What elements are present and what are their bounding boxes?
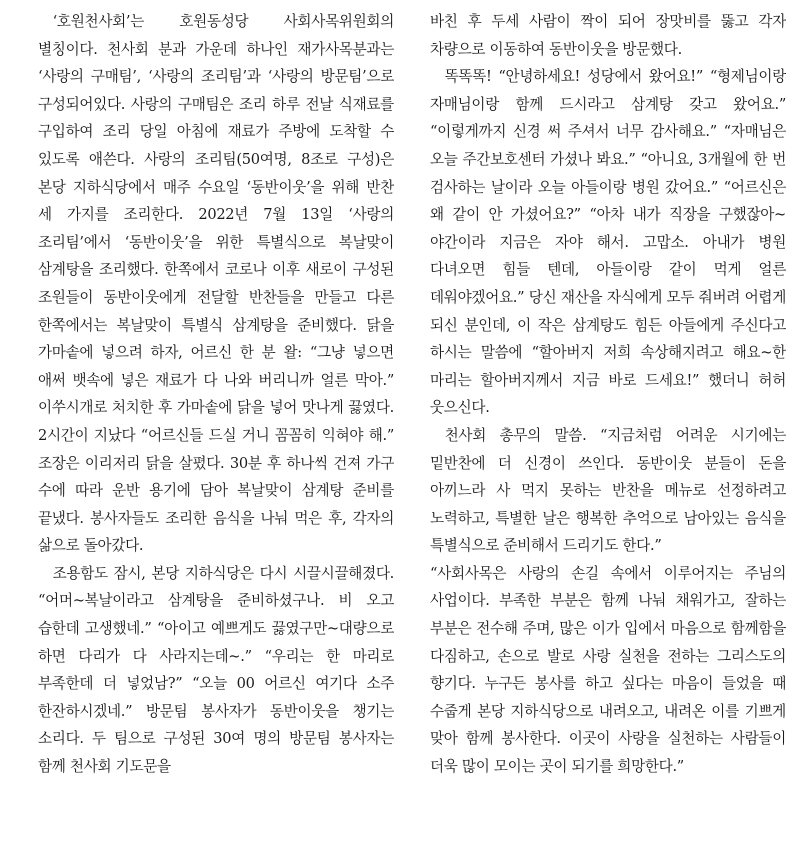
- paragraph: 천사회 총무의 말씀. “지금처럼 어려운 시기에는 밑반찬에 더 신경이 쓰인다. 동반이웃 분들이 돈을 아끼느라 사 먹지 못하는 반찬을 메뉴로 선정하려고 노력하고, 특별한 날은 행복한 추억으로 남아있는 음식을 특별식으로 준비해서 드리기도 한다.”: [430, 426, 786, 555]
- paragraph: 조용함도 잠시, 본당 지하식당은 다시 시끌시끌해졌다. “어머~복날이라고 삼계탕을 준비하셨구나. 비 오고 습한데 고생했네.” “아이고 예쁘게도 끓였구만~대량으로 하면 다리가 다 사라지는데~.” “우리는 한 마리로 부족한데 더 넣었남?” “오늘 00 어르신 여기다 소주 한잔하시겠네.” 방문팀 봉사자가 동반이웃을 챙기는 소리다. 두 팀으로 구성된 30여 명의 방문팀 봉사자는 함께 천사회 기도문을: [38, 564, 394, 776]
- paragraph: ‘호원천사회’는 호원동성당 사회사목위원회의 별칭이다. 천사회 분과 가운데 하나인 재가사목분과는 ‘사랑의 구매팀’, ‘사랑의 조리팀’과 ‘사랑의 방문팀’으로 구성되어있다. 사랑의 구매팀은 조리 하루 전날 식재료를 구입하여 조리 당일 아침에 재료가 주방에 도착할 수 있도록 애쓴다. 사랑의 조리팀(50여명, 8조로 구성)은 본당 지하식당에서 매주 수요일 ‘동반이웃’을 위해 반찬 세 가지를 조리한다. 2022년 7월 13일 ‘사랑의 조리팀’에서 ‘동반이웃’을 위한 특별식으로 복날맞이 삼계탕을 조리했다. 한쪽에서 코로나 이후 새로이 구성된 조원들이 동반이웃에게 전달할 반찬들을 만들고 다른 한쪽에서는 복날맞이 특별식 삼계탕을 준비했다. 닭을 가마솥에 넣으려 하자, 어르신 한 분 왈: “그냥 넣으면 애써 뱃속에 넣은 재료가 다 나와 버리니까 얼른 막아.” 이쑤시개로 처치한 후 가마솥에 닭을 넣어 맛나게 끓였다. 2시간이 지났다 “어르신들 드실 거니 꼼꼼히 익혀야 해.” 조장은 이리저리 닭을 살폈다. 30분 후 하나씩 건져 가구 수에 따라 운반 용기에 담아 복날맞이 삼계탕 준비를 끝냈다. 봉사자들도 조리한 음식을 나눠 먹은 후, 각자의 삶으로 돌아갔다.: [38, 13, 394, 555]
- paragraph-quote: “사회사목은 사랑의 손길 속에서 이루어지는 주님의 사업이다. 부족한 부분은 함께 나눠 채워가고, 잘하는 부분은 전수해 주며, 많은 이가 입에서 마음으로 함께함을 다짐하고, 손으로 발로 사랑 실천을 전하는 그리스도의 향기다. 누구든 봉사를 하고 싶다는 마음이 들었을 때 수줍게 본당 지하식당으로 내려오고, 내려온 이를 기쁘게 맞아 함께 봉사한다. 이곳이 사랑을 실천하는 사람들이 더욱 많이 모이는 곳이 되기를 희망한다.”: [430, 564, 786, 776]
- paragraph: 똑똑똑! “안녕하세요! 성당에서 왔어요!” “형제님이랑 자매님이랑 함께 드시라고 삼계탕 갖고 왔어요.” “이렇게까지 신경 써 주셔서 너무 감사해요.” “자매님은 오늘 주간보호센터 가셨나 봐요.” “아니요, 3개월에 한 번 검사하는 날이라 오늘 아들이랑 병원 갔어요.” “어르신은 왜 같이 안 가셨어요?” “아차 내가 직장을 구했잖아~ 야간이라 지금은 자야 해서. 고맙소. 아내가 병원 다녀오면 힘들 텐데, 아들이랑 같이 먹게 얼른 데워야겠어요.” 당신 재산을 자식에게 모두 줘버려 어렵게 되신 분인데, 이 작은 삼계탕도 힘든 아들에게 주신다고 하시는 말씀에 “할아버지 저희 속상해지려고 해요~한 마리는 할아버지께서 지금 바로 드세요!” 했더니 허허 웃으신다.: [430, 68, 786, 417]
- paragraph-continued: 바친 후 두세 사람이 짝이 되어 장맛비를 뚫고 각자 차량으로 이동하여 동반이웃을 방문했다.: [430, 13, 786, 58]
- left-column: [38, 8, 394, 863]
- right-column: [430, 8, 786, 863]
